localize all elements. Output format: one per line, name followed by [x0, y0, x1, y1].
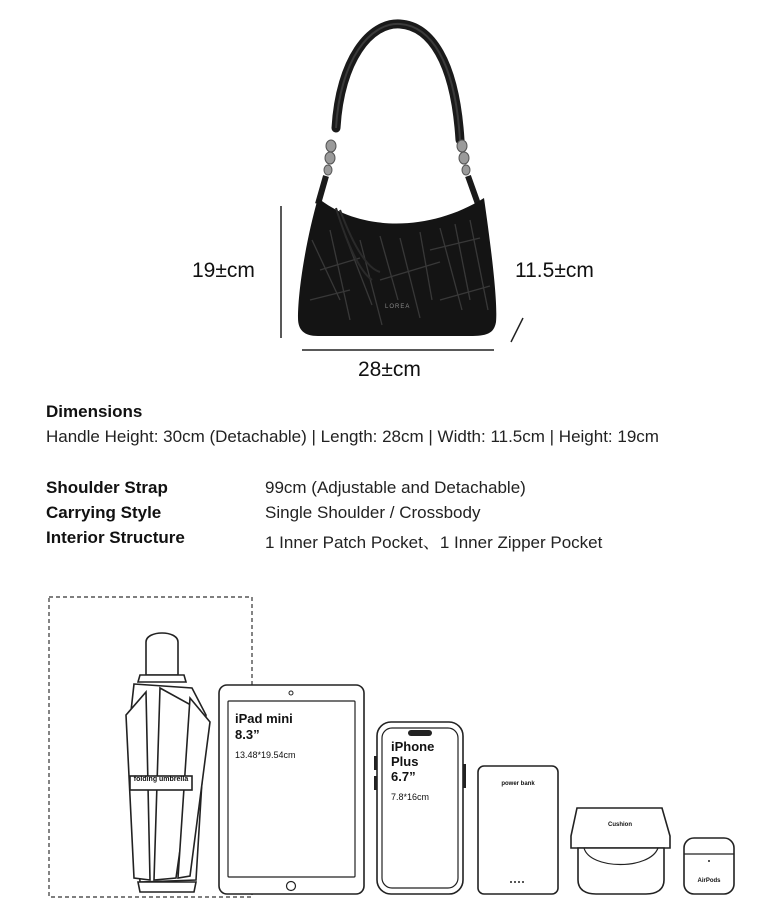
ipad-size: 13.48*19.54cm	[235, 750, 296, 760]
right-hardware	[457, 140, 470, 175]
powerbank-label: power bank	[501, 781, 535, 787]
cushion-icon	[571, 808, 670, 894]
spec-value-interior: 1 Inner Patch Pocket、1 Inner Zipper Pocket	[265, 533, 603, 552]
iphone-name-1: iPhone	[391, 739, 435, 754]
cushion-label: Cushion	[608, 822, 632, 828]
bag-brand-mark: LOREA	[385, 304, 411, 310]
bag-strap	[336, 24, 460, 140]
ipad-name-1: iPad mini	[235, 711, 293, 726]
iphone-name-2: Plus	[391, 754, 419, 769]
dimensions-title: Dimensions	[46, 402, 143, 421]
airpods-label: AirPods	[697, 878, 721, 884]
size-comparison	[0, 580, 780, 920]
spec-label-carrying: Carrying Style	[46, 503, 162, 522]
dimensions-text: Handle Height: 30cm (Detachable) | Length: 28cm | Width: 11.5cm | Height: 19cm	[46, 427, 659, 446]
spec-label-interior: Interior Structure	[46, 528, 185, 547]
length-label: 28±cm	[358, 358, 421, 381]
spec-value-strap: 99cm (Adjustable and Detachable)	[265, 478, 526, 497]
bag-illustration	[0, 0, 780, 400]
spec-label-strap: Shoulder Strap	[46, 478, 168, 497]
spec-value-carrying: Single Shoulder / Crossbody	[265, 503, 481, 522]
width-label: 11.5±cm	[515, 259, 594, 282]
iphone-size: 7.8*16cm	[391, 792, 430, 802]
umbrella-icon	[126, 633, 210, 892]
width-dimension-line	[511, 318, 523, 342]
airpods-icon	[684, 838, 734, 894]
height-label: 19±cm	[192, 259, 255, 282]
iphone-name-3: 6.7”	[391, 769, 416, 784]
left-hardware	[324, 140, 336, 175]
ipad-name-2: 8.3”	[235, 727, 260, 742]
umbrella-label: folding umbrella	[133, 776, 189, 783]
